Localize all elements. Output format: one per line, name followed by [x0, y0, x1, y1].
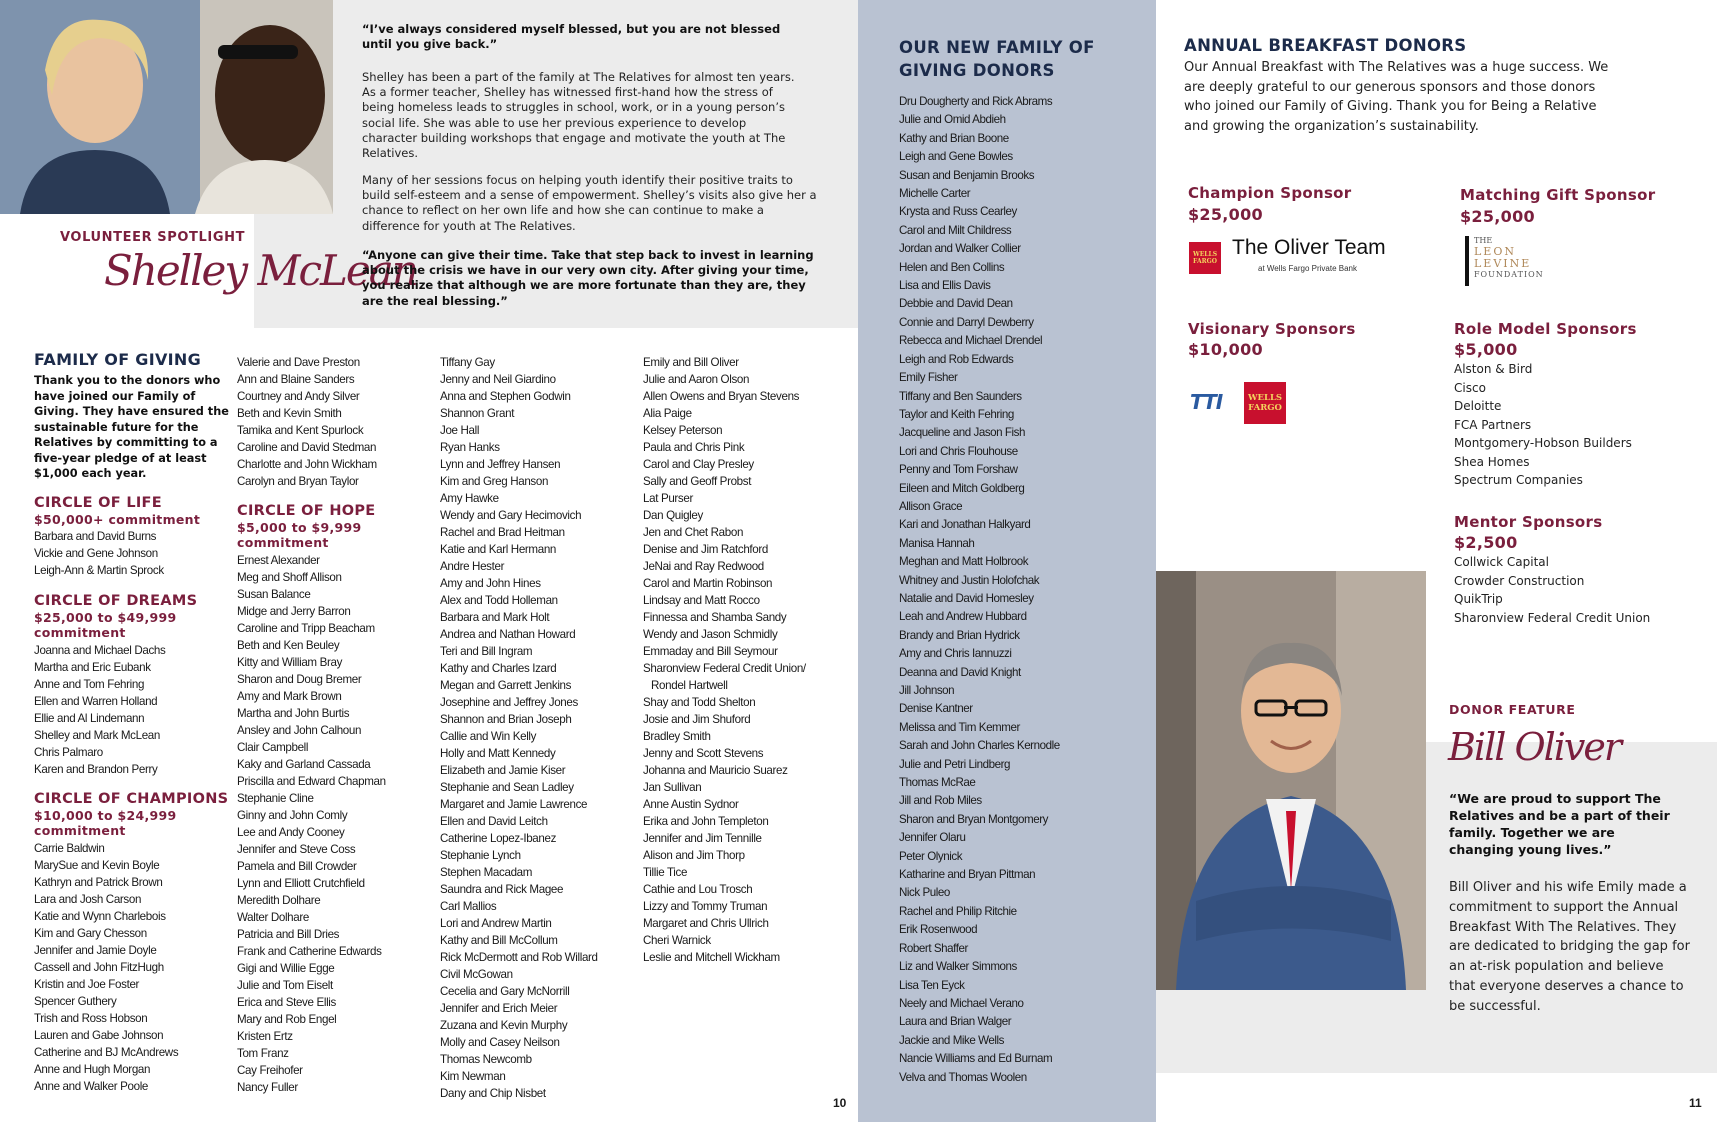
donor-name: Catherine Lopez-Ibanez — [440, 832, 557, 845]
new-donor-name: Leah and Andrew Hubbard — [899, 610, 1027, 624]
donor-name: Ellie and Al Lindemann — [34, 712, 145, 725]
circle-of-life-title: CIRCLE OF LIFE — [34, 495, 162, 511]
new-donor-name: Julie and Petri Lindberg — [899, 757, 1011, 771]
donor-name: Cathie and Lou Trosch — [643, 883, 753, 896]
page-number-right: 11 — [1689, 1096, 1702, 1110]
volunteer-spotlight-label: VOLUNTEER SPOTLIGHT — [60, 230, 246, 245]
donor-name: Barbara and Mark Holt — [440, 611, 550, 624]
donor-name: Tiffany Gay — [440, 356, 495, 369]
donor-name: Cecelia and Gary McNorrill — [440, 985, 570, 998]
new-donor-name: Thomas McRae — [899, 776, 976, 790]
new-donor-name: Deanna and David Knight — [899, 665, 1021, 679]
donor-name: Susan Balance — [237, 588, 311, 601]
new-donor-name: Jordan and Walker Collier — [899, 242, 1021, 256]
donor-name: Vickie and Gene Johnson — [34, 547, 158, 560]
donor-name: Jenny and Scott Stevens — [643, 747, 764, 760]
donor-name: Ann and Blaine Sanders — [237, 373, 355, 386]
new-donor-name: Penny and Tom Forshaw — [899, 463, 1018, 477]
donor-name: Pamela and Bill Crowder — [237, 860, 357, 873]
donor-name: Shannon and Brian Joseph — [440, 713, 572, 726]
spotlight-name-script: Shelley McLean — [104, 246, 417, 295]
donor-name: Saundra and Rick Magee — [440, 883, 564, 896]
donor-name: MarySue and Kevin Boyle — [34, 859, 160, 872]
new-donor-name: Manisa Hannah — [899, 536, 975, 550]
donor-name: Molly and Casey Neilson — [440, 1036, 560, 1049]
donor-name: Beth and Kevin Smith — [237, 407, 342, 420]
spotlight-quote-bottom: “Anyone can give their time. Take that step back to invest in learning about the crisis we have in our very own city. After giving your time, you realize that although we are more fortunate than they are, they are the real blessing.” — [362, 248, 814, 308]
wells-logo-line2: FARGO — [1193, 258, 1217, 265]
donor-name: Anne and Walker Poole — [34, 1080, 149, 1093]
donor-name: Patricia and Bill Dries — [237, 928, 340, 941]
donor-name: Kathy and Bill McCollum — [440, 934, 558, 947]
new-donor-name: Brandy and Brian Hydrick — [899, 628, 1020, 642]
role-model-sponsor-amount: $5,000 — [1454, 340, 1518, 359]
new-donor-name: Katharine and Bryan Pittman — [899, 868, 1036, 882]
mentor-sponsor-list — [1454, 553, 1650, 627]
donor-name: Lat Purser — [643, 492, 693, 505]
leon-line2: LEON — [1474, 245, 1516, 258]
donor-name: Midge and Jerry Barron — [237, 605, 351, 618]
donor-name: Jenny and Neil Giardino — [440, 373, 556, 386]
new-donor-name: Allison Grace — [899, 499, 963, 513]
donor-name: Dan Quigley — [643, 509, 703, 522]
donor-name: Anne Austin Sydnor — [643, 798, 739, 811]
donor-name: Amy and Mark Brown — [237, 690, 342, 703]
donor-name: Lauren and Gabe Johnson — [34, 1029, 164, 1042]
donor-name: Stephanie Cline — [237, 792, 314, 805]
sponsor-name: Montgomery-Hobson Builders — [1454, 436, 1632, 450]
family-list-col3 — [440, 354, 598, 1102]
donor-name: Jennifer and Jamie Doyle — [34, 944, 157, 957]
sponsor-name: FCA Partners — [1454, 417, 1532, 432]
donor-name: Bradley Smith — [643, 730, 711, 743]
new-donor-name: Melissa and Tim Kemmer — [899, 720, 1020, 734]
new-donor-name: Debbie and David Dean — [899, 297, 1013, 311]
new-donor-name: Lori and Chris Flouhouse — [899, 444, 1018, 458]
donor-name: Priscilla and Edward Chapman — [237, 775, 386, 788]
donor-name: Erika and John Templeton — [643, 815, 769, 828]
sponsor-name: Crowder Construction — [1454, 573, 1585, 588]
new-donor-name: Tiffany and Ben Saunders — [899, 389, 1022, 403]
donor-name: Sharon and Doug Bremer — [237, 673, 362, 686]
wells-logo2-line2: FARGO — [1248, 403, 1282, 413]
new-donor-name: Taylor and Keith Fehring — [899, 407, 1014, 421]
family-list-col4 — [643, 354, 806, 966]
donor-name: Charlotte and John Wickham — [237, 458, 377, 471]
matching-sponsor-title: Matching Gift Sponsor — [1460, 186, 1656, 204]
new-donor-name: Erik Rosenwood — [899, 923, 978, 937]
new-family-title-line1: OUR NEW FAMILY OF — [899, 38, 1095, 57]
donor-name: Jennifer and Steve Coss — [237, 843, 356, 856]
new-donor-name: Nick Puleo — [899, 886, 950, 900]
donor-name: Holly and Matt Kennedy — [440, 747, 556, 760]
circle-of-hope-list — [237, 552, 386, 1096]
donor-name: Trish and Ross Hobson — [34, 1012, 148, 1025]
champion-sponsor-title: Champion Sponsor — [1188, 184, 1352, 202]
circle-of-life-subtitle: $50,000+ commitment — [34, 512, 201, 527]
donor-name: Kitty and William Bray — [237, 656, 343, 669]
donor-name: Shay and Todd Shelton — [643, 696, 756, 709]
donor-name: Stephen Macadam — [440, 866, 533, 879]
donor-name: Johanna and Mauricio Suarez — [643, 764, 788, 777]
donor-name: Alia Paige — [643, 407, 692, 420]
donor-name: Leigh-Ann & Martin Sprock — [34, 564, 164, 577]
donor-name: Amy Hawke — [440, 492, 499, 505]
circle-of-champions-title: CIRCLE OF CHAMPIONS — [34, 791, 229, 807]
donor-name: Paula and Chris Pink — [643, 441, 745, 454]
spotlight-photo — [0, 0, 333, 214]
new-family-title-line2: GIVING DONORS — [899, 61, 1055, 80]
donor-name: Kristin and Joe Foster — [34, 978, 140, 991]
donor-name: Carrie Baldwin — [34, 842, 105, 855]
donor-name: Josie and Jim Shuford — [643, 713, 751, 726]
donor-name: Ellen and David Leitch — [440, 815, 548, 828]
new-donor-name: Denise Kantner — [899, 702, 973, 716]
donor-name: Shelley and Mark McLean — [34, 729, 160, 742]
new-family-list — [899, 93, 1060, 1087]
leon-line1: THE — [1474, 236, 1493, 245]
new-donor-name: Kari and Jonathan Halkyard — [899, 518, 1031, 532]
visionary-sponsor-amount: $10,000 — [1188, 340, 1263, 359]
donor-name: Carol and Clay Presley — [643, 458, 754, 471]
donor-name: Barbara and David Burns — [34, 530, 157, 543]
donor-name: Lynn and Elliott Crutchfield — [237, 877, 365, 890]
circle-of-hope-title: CIRCLE OF HOPE — [237, 503, 376, 519]
sponsor-name: QuikTrip — [1454, 592, 1503, 606]
donor-name: Ansley and John Calhoun — [237, 724, 362, 737]
donor-name: Carol and Martin Robinson — [643, 577, 773, 590]
donor-name: Mary and Rob Engel — [237, 1013, 337, 1026]
new-donor-name: Dru Dougherty and Rick Abrams — [899, 95, 1053, 108]
donor-name: Sharonview Federal Credit Union/ — [643, 662, 806, 675]
donor-name: Clair Campbell — [237, 741, 309, 754]
spotlight-paragraph-1: Shelley has been a part of the family at The Relatives for almost ten years. As a former teacher, Shelley has witnessed first-hand how the stress of being homeless leads to struggles in school, work, or in a young person’s social life. She was able to use her previous experience to develop character building workshops that engage and motivate the youth at The Relatives. — [362, 70, 795, 161]
donor-name: Lindsay and Matt Rocco — [643, 594, 760, 607]
donor-name: Meredith Dolhare — [237, 894, 321, 907]
matching-sponsor-amount: $25,000 — [1460, 207, 1535, 226]
family-of-giving-title: FAMILY OF GIVING — [34, 350, 202, 369]
donor-name: Stephanie and Sean Ladley — [440, 781, 574, 794]
donor-name: Beth and Ken Beuley — [237, 639, 340, 652]
donor-name: Elizabeth and Jamie Kiser — [440, 764, 566, 777]
new-donor-name: Helen and Ben Collins — [899, 260, 1005, 274]
donor-name: Tillie Tice — [643, 866, 688, 879]
circle-of-champions-list — [34, 840, 178, 1095]
donor-name: Sally and Geoff Probst — [643, 475, 752, 488]
donor-feature-photo — [1156, 571, 1426, 990]
new-donor-name: Jacqueline and Jason Fish — [899, 426, 1026, 440]
sponsor-name: Cisco — [1454, 380, 1486, 395]
new-donor-name: Rachel and Philip Ritchie — [899, 904, 1017, 918]
donor-name: JeNai and Ray Redwood — [643, 560, 764, 573]
leon-line3: LEVINE — [1474, 257, 1532, 270]
bill-oliver-illustration — [1156, 571, 1426, 990]
new-donor-name: Kathy and Brian Boone — [899, 131, 1009, 145]
leon-line4: FOUNDATION — [1474, 270, 1544, 279]
donor-name: Stephanie Lynch — [440, 849, 521, 862]
donor-name: Carolyn and Bryan Taylor — [237, 475, 359, 488]
donor-name: Dany and Chip Nisbet — [440, 1087, 546, 1100]
donor-name: Caroline and Tripp Beacham — [237, 622, 375, 635]
circle-of-dreams-title: CIRCLE OF DREAMS — [34, 593, 198, 609]
donor-name: Lori and Andrew Martin — [440, 917, 552, 930]
donor-name: Karen and Brandon Perry — [34, 763, 158, 776]
donor-name: Amy and John Hines — [440, 577, 541, 590]
donor-name: Joe Hall — [440, 424, 480, 437]
family-list-col2 — [237, 354, 377, 490]
new-donor-name: Lisa and Ellis Davis — [899, 279, 991, 293]
donor-name: Carl Mallios — [440, 900, 497, 913]
donor-name: Frank and Catherine Edwards — [237, 945, 382, 958]
donor-name: Lizzy and Tommy Truman — [643, 900, 768, 913]
donor-name: Tamika and Kent Spurlock — [237, 424, 364, 437]
donor-name: Callie and Win Kelly — [440, 730, 537, 743]
donor-name: Josephine and Jeffrey Jones — [440, 696, 578, 709]
new-donor-name: Whitney and Justin Holofchak — [899, 573, 1040, 587]
sponsor-name: Alston & Bird — [1454, 362, 1533, 376]
donor-name: Lynn and Jeffrey Hansen — [440, 458, 561, 471]
donor-name: Andre Hester — [440, 560, 505, 573]
mentor-sponsor-amount: $2,500 — [1454, 533, 1518, 552]
donor-name: Leslie and Mitchell Wickham — [643, 951, 780, 964]
donor-name: Kelsey Peterson — [643, 424, 723, 437]
new-donor-name: Peter Olynick — [899, 849, 963, 863]
donor-name: Rondel Hartwell — [651, 679, 728, 692]
new-donor-name: Velva and Thomas Woolen — [899, 1070, 1027, 1084]
donor-name: Jan Sullivan — [643, 781, 702, 794]
donor-name: Tom Franz — [237, 1047, 289, 1060]
donor-name: Anna and Stephen Godwin — [440, 390, 571, 403]
role-model-sponsor-list — [1454, 360, 1632, 490]
donor-feature-name-script: Bill Oliver — [1448, 725, 1621, 769]
donor-name: Walter Dolhare — [237, 911, 309, 924]
circle-of-champions-subtitle: $10,000 to $24,999 commitment — [34, 808, 177, 838]
wells-logo2-line1: WELLS — [1247, 393, 1283, 403]
donor-name: Margaret and Jamie Lawrence — [440, 798, 588, 811]
new-donor-name: Julie and Omid Abdieh — [899, 113, 1006, 127]
new-donor-name: Neely and Michael Verano — [899, 996, 1024, 1010]
donor-name: Kaky and Garland Cassada — [237, 758, 371, 771]
new-donor-name: Krysta and Russ Cearley — [899, 205, 1017, 219]
new-donor-name: Jill and Rob Miles — [899, 794, 982, 808]
wells-fargo-logo-2 — [1244, 382, 1286, 424]
sponsor-name: Deloitte — [1454, 399, 1502, 413]
sponsor-name: Sharonview Federal Credit Union — [1454, 610, 1651, 625]
circle-of-life-list — [34, 528, 164, 579]
donor-name: Zuzana and Kevin Murphy — [440, 1019, 568, 1032]
new-donor-name: Connie and Darryl Dewberry — [899, 315, 1034, 329]
donor-name: Spencer Guthery — [34, 995, 117, 1008]
donor-name: Megan and Garrett Jenkins — [440, 679, 572, 692]
new-donor-name: Amy and Chris Iannuzzi — [899, 647, 1012, 661]
donor-name: Andrea and Nathan Howard — [440, 628, 576, 641]
donor-name: Kim and Greg Hanson — [440, 475, 549, 488]
oliver-team-sub: at Wells Fargo Private Bank — [1258, 264, 1358, 273]
donor-name: Lee and Andy Cooney — [237, 826, 345, 839]
new-donor-name: Nancie Williams and Ed Burnam — [899, 1052, 1053, 1066]
donor-name: Finnessa and Shamba Sandy — [643, 611, 787, 624]
new-donor-name: Leigh and Gene Bowles — [899, 150, 1013, 164]
donor-name: Courtney and Andy Silver — [237, 390, 360, 403]
new-donor-name: Susan and Benjamin Brooks — [899, 168, 1035, 182]
circle-of-dreams-subtitle: $25,000 to $49,999 commitment — [34, 610, 177, 640]
donor-name: Cheri Warnick — [643, 934, 711, 947]
donor-name: Joanna and Michael Dachs — [34, 644, 166, 657]
donor-feature-paragraph: Bill Oliver and his wife Emily made a commitment to support the Annual Breakfast With The Relatives. They are dedicated to bridging the gap for an at-risk population and believe that everyone deserves a chance to be successful. — [1449, 880, 1690, 1014]
donor-name: Denise and Jim Ratchford — [643, 543, 768, 556]
donor-name: Emily and Bill Oliver — [643, 356, 739, 369]
spotlight-paragraph-2: Many of her sessions focus on helping youth identify their positive traits to build self-esteem and a sense of empowerment. Shelley’s visits also give her a chance to reflect on her own life and how she can continue to make a difference for youth at The Relatives. — [362, 173, 817, 233]
new-donor-name: Meghan and Matt Holbrook — [899, 555, 1029, 569]
role-model-sponsor-title: Role Model Sponsors — [1454, 320, 1637, 338]
sponsor-name: Spectrum Companies — [1454, 473, 1583, 487]
donor-name: Jennifer and Erich Meier — [440, 1002, 558, 1015]
donor-name: Lara and Josh Carson — [34, 893, 142, 906]
donor-name: Kathy and Charles Izard — [440, 662, 557, 675]
donor-name: Julie and Tom Eiselt — [237, 979, 333, 992]
donor-name: Cassell and John FitzHugh — [34, 961, 164, 974]
new-donor-name: Carol and Milt Childress — [899, 223, 1012, 237]
new-donor-name: Robert Shaffer — [899, 941, 968, 955]
visionary-sponsor-title: Visionary Sponsors — [1188, 320, 1356, 338]
donor-name: Wendy and Jason Schmidly — [643, 628, 778, 641]
donor-feature-label: DONOR FEATURE — [1449, 702, 1576, 717]
donor-name: Jennifer and Jim Tennille — [643, 832, 762, 845]
donor-name: Caroline and David Stedman — [237, 441, 377, 454]
donor-name: Allen Owens and Bryan Stevens — [643, 390, 800, 403]
tti-logo: TTI — [1190, 390, 1223, 414]
new-donor-name: Eileen and Mitch Goldberg — [899, 481, 1025, 495]
donor-name: Chris Palmaro — [34, 746, 103, 759]
new-donor-name: Sharon and Bryan Montgomery — [899, 812, 1048, 826]
donor-name: Rachel and Brad Heitman — [440, 526, 565, 539]
new-donor-name: Jennifer Olaru — [899, 831, 966, 845]
donor-name: Kathryn and Patrick Brown — [34, 876, 163, 889]
wells-fargo-logo — [1189, 242, 1221, 274]
donor-name: Nancy Fuller — [237, 1081, 298, 1094]
family-of-giving-intro: Thank you to the donors who have joined our Family of Giving. They have ensured the sustainable future for the Relatives by committing to a five-year pledge of at least $1,000 each year. — [34, 374, 229, 480]
new-donor-name: Laura and Brian Walger — [899, 1015, 1012, 1029]
donor-name: Thomas Newcomb — [440, 1053, 532, 1066]
sponsor-name: Shea Homes — [1454, 454, 1530, 469]
new-donor-name: Liz and Walker Simmons — [899, 960, 1017, 974]
leon-levine-logo — [1465, 236, 1575, 286]
donor-name: Valerie and Dave Preston — [237, 356, 360, 369]
donor-name: Ellen and Warren Holland — [34, 695, 158, 708]
donor-name: Kristen Ertz — [237, 1030, 293, 1043]
donor-name: Margaret and Chris Ullrich — [643, 917, 769, 930]
donor-name: Rick McDermott and Rob Willard — [440, 951, 598, 964]
donor-name: Julie and Aaron Olson — [643, 373, 750, 386]
sponsor-name: Collwick Capital — [1454, 555, 1549, 569]
new-donor-name: Leigh and Rob Edwards — [899, 352, 1014, 366]
new-donor-name: Jackie and Mike Wells — [899, 1033, 1005, 1047]
donor-feature-quote: “We are proud to support The Relatives and be a part of their family. Together we are changing young lives.” — [1449, 791, 1670, 857]
donor-name: Anne and Hugh Morgan — [34, 1063, 151, 1076]
donor-name: Erica and Steve Ellis — [237, 996, 336, 1009]
circle-of-hope-subtitle: $5,000 to $9,999 commitment — [237, 520, 362, 550]
donor-name: Martha and John Burtis — [237, 707, 350, 720]
donor-name: Jen and Chet Rabon — [643, 526, 744, 539]
new-donor-name: Emily Fisher — [899, 371, 958, 385]
donor-name: Martha and Eric Eubank — [34, 661, 151, 674]
page-number-left: 10 — [833, 1096, 847, 1110]
new-donor-name: Michelle Carter — [899, 187, 971, 201]
donor-name: Catherine and BJ McAndrews — [34, 1046, 179, 1059]
new-donor-name: Jill Johnson — [899, 684, 955, 697]
donor-name: Teri and Bill Ingram — [440, 645, 533, 658]
champion-sponsor-amount: $25,000 — [1188, 205, 1263, 224]
new-donor-name: Lisa Ten Eyck — [899, 978, 965, 992]
donor-name: Cay Freihofer — [237, 1064, 303, 1077]
donor-name: Gigi and Willie Egge — [237, 962, 335, 975]
mentor-sponsor-title: Mentor Sponsors — [1454, 513, 1603, 531]
oliver-team-logo: The Oliver Team — [1232, 236, 1386, 259]
breakfast-intro: Our Annual Breakfast with The Relatives was a huge success. We are deeply grateful to our generous sponsors and those donors who joined our Family of Giving. Thank you for Being a Relative and growing the organization’s sustainability. — [1184, 60, 1609, 134]
new-donor-name: Rebecca and Michael Drendel — [899, 334, 1043, 348]
donor-name: Anne and Tom Fehring — [34, 678, 145, 691]
photo-illustration — [0, 0, 333, 214]
donor-name: Alex and Todd Holleman — [440, 594, 558, 607]
donor-name: Katie and Wynn Charlebois — [34, 910, 166, 923]
donor-name: Civil McGowan — [440, 968, 513, 981]
donor-name: Kim and Gary Chesson — [34, 927, 147, 940]
new-donor-name: Sarah and John Charles Kernodle — [899, 739, 1060, 753]
donor-name: Emmaday and Bill Seymour — [643, 645, 778, 658]
circle-of-dreams-list — [34, 642, 165, 778]
donor-name: Alison and Jim Thorp — [643, 849, 745, 862]
wells-logo-line1: WELLS — [1192, 251, 1218, 258]
spotlight-quote-top: “I’ve always considered myself blessed, but you are not blessed until you give back.” — [362, 22, 781, 51]
donor-name: Wendy and Gary Hecimovich — [440, 509, 582, 522]
new-donor-name: Natalie and David Homesley — [899, 591, 1034, 605]
donor-name: Kim Newman — [440, 1070, 506, 1083]
donor-name: Meg and Shoff Allison — [237, 571, 342, 584]
donor-name: Ginny and John Comly — [237, 809, 348, 822]
donor-name: Shannon Grant — [440, 407, 515, 420]
donor-name: Ernest Alexander — [237, 554, 320, 567]
donor-name: Ryan Hanks — [440, 441, 500, 454]
breakfast-title: ANNUAL BREAKFAST DONORS — [1184, 36, 1467, 55]
donor-name: Katie and Karl Hermann — [440, 543, 557, 556]
